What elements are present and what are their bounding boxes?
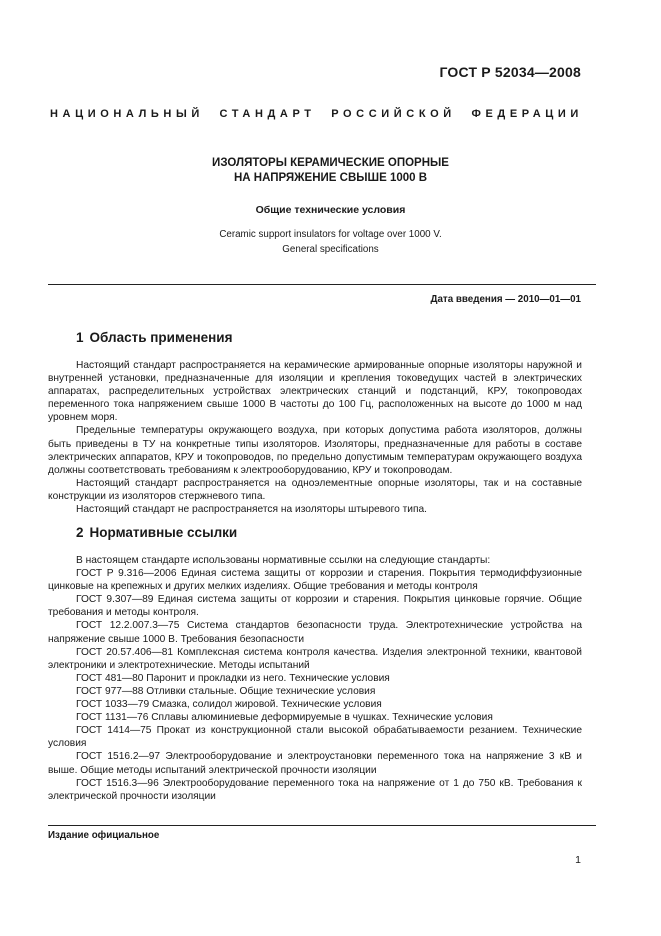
reference-item: ГОСТ 1516.3—96 Электрооборудование переменного тока на напряжение от 1 до 750 кВ. Требования к электрической прочности изоляции (48, 777, 582, 802)
footer-divider (48, 825, 596, 826)
section-1-heading (76, 330, 232, 345)
section-2-body (48, 554, 582, 803)
document-subtitle: Общие технические условия (255, 204, 406, 216)
reference-item: ГОСТ Р 9.316—2006 Единая система защиты от коррозии и старения. Покрытия термодиффузионные цинковые на крепежных и других мелких изделиях. Общие требования и методы контроля (48, 568, 582, 593)
section-1-paragraph: Настоящий стандарт распространяется на одноэлементные опорные изоляторы, так и на составные конструкции из изоляторов стержневого типа. (48, 477, 582, 502)
section-1-paragraph: Настоящий стандарт не распространяется на изоляторы штыревого типа. (76, 504, 427, 516)
reference-item: ГОСТ 1516.2—97 Электрооборудование и электроустановки переменного тока на напряжение 3 кВ и выше. Общие методы испытаний электрической прочности изоляции (48, 751, 582, 776)
effective-date: Дата введения — 2010—01—01 (430, 294, 581, 305)
section-1-paragraph: Настоящий стандарт распространяется на керамические армированные опорные изоляторы наружной и внутренней установки, предназначенные для изоляции и крепления токоведущих частей в электрических аппаратах, распределительных устройствах электрических станций и подстанций, КРУ, токопроводах переменного тока напряжением свыше 1000 В частоты до 100 Гц, расположенных на высоте до 1000 м над уровнем моря. (48, 360, 582, 424)
english-title-line-2: General specifications (282, 244, 379, 255)
reference-item: ГОСТ 977—88 Отливки стальные. Общие технические условия (76, 685, 376, 697)
official-edition-label: Издание официальное (48, 830, 160, 841)
reference-item: ГОСТ 9.307—89 Единая система защиты от коррозии и старения. Покрытия цинковые горячие. Общие требования и методы контроля. (48, 594, 582, 619)
section-2-title: Нормативные ссылки (89, 525, 238, 540)
document-number: ГОСТ Р 52034—2008 (439, 64, 581, 80)
english-title-line-1: Ceramic support insulators for voltage over 1000 V. (219, 229, 442, 240)
title-line-1: ИЗОЛЯТОРЫ КЕРАМИЧЕСКИЕ ОПОРНЫЕ (212, 157, 449, 169)
section-2-number: 2 (76, 525, 84, 540)
reference-item: ГОСТ 12.2.007.3—75 Система стандартов безопасности труда. Электротехнические устройства на напряжение свыше 1000 В. Требования безопасности (48, 620, 582, 645)
references-intro: В настоящем стандарте использованы нормативные ссылки на следующие стандарты: (76, 555, 491, 566)
national-standard-banner: НАЦИОНАЛЬНЫЙ СТАНДАРТ РОССИЙСКОЙ ФЕДЕРАЦИИ (50, 108, 583, 120)
english-title (0, 227, 661, 257)
section-1-number: 1 (76, 330, 84, 345)
reference-item: ГОСТ 481—80 Паронит и прокладки из него. Технические условия (76, 672, 390, 684)
section-1-title: Область применения (89, 330, 233, 345)
reference-item: ГОСТ 1414—75 Прокат из конструкционной стали высокой обрабатываемости резанием. Технические условия (48, 725, 582, 750)
reference-item: ГОСТ 20.57.406—81 Комплексная система контроля качества. Изделия электронной техники, квантовой электроники и электротехнические. Методы испытаний (48, 646, 582, 671)
section-2-heading (76, 525, 237, 540)
reference-item: ГОСТ 1033—79 Смазка, солидол жировой. Технические условия (76, 699, 382, 711)
section-1-body (48, 359, 582, 516)
page-number: 1 (575, 854, 581, 866)
document-title (0, 156, 661, 186)
section-1-paragraph: Предельные температуры окружающего воздуха, при которых допустима работа изоляторов, должны быть приведены в ТУ на конкретные типы изоляторов. Изоляторы, предназначенные для работы в составе электрических аппаратов, КРУ и токопроводов, по предельно допустимым температурам окружающего воздуха должны соответствовать требованиям к электрооборудованию, КРУ и токопроводам. (48, 425, 582, 476)
reference-item: ГОСТ 1131—76 Сплавы алюминиевые деформируемые в чушках. Технические условия (76, 712, 493, 724)
title-line-2: НА НАПРЯЖЕНИЕ СВЫШЕ 1000 В (233, 172, 428, 184)
header-divider (48, 284, 596, 285)
